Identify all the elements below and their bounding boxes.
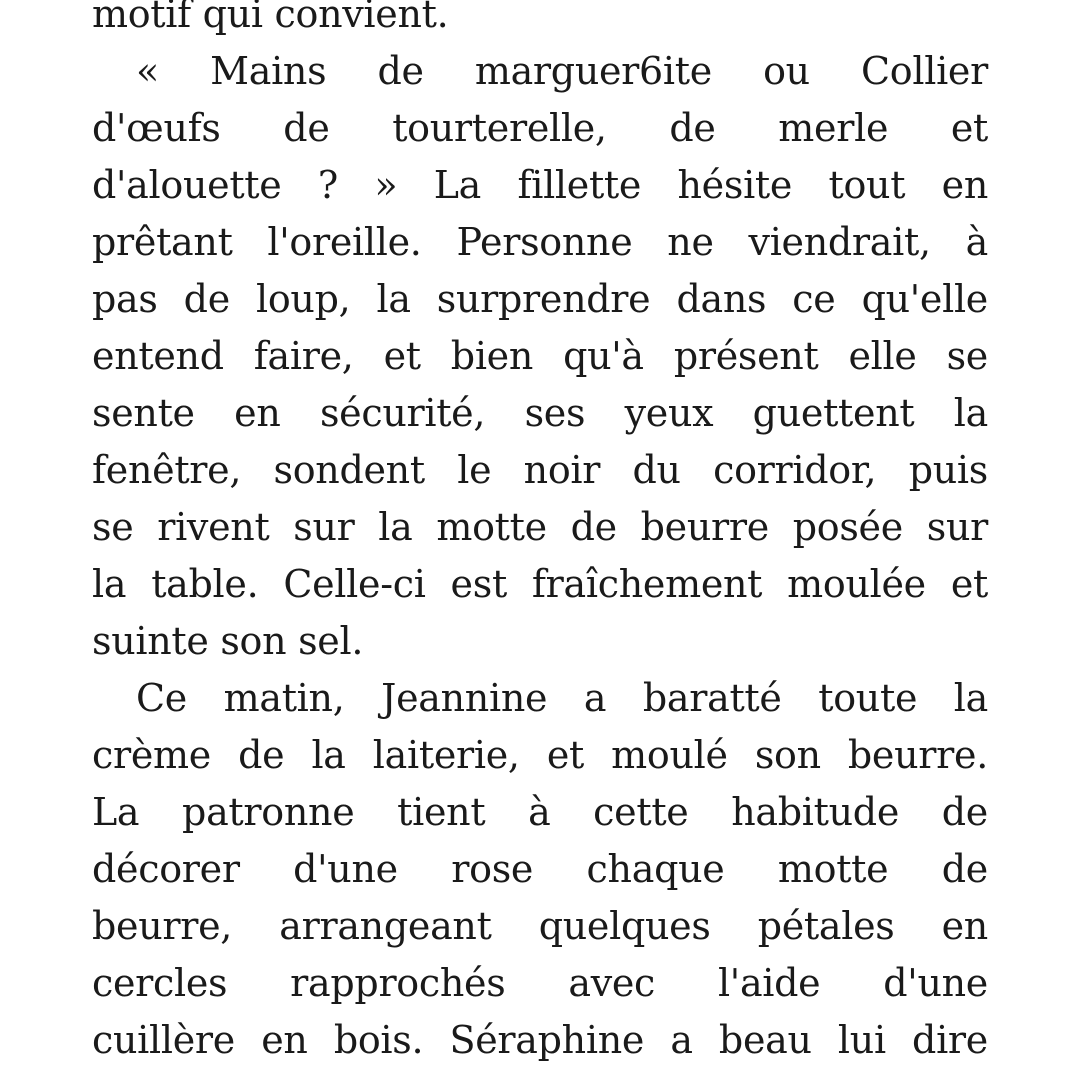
text-line: d'alouette ? » La fillette hésite tout en — [92, 163, 988, 207]
text-line: se rivent sur la motte de beurre posée sur — [92, 505, 988, 549]
text-line: crème de la laiterie, et moulé son beurre. — [92, 733, 988, 777]
text-line: suinte son sel. — [92, 619, 364, 663]
text-line: sente en sécurité, ses yeux guettent la — [92, 391, 988, 435]
text-line: décorer d'une rose chaque motte de — [92, 847, 988, 891]
text-line: fenêtre, sondent le noir du corridor, puis — [92, 448, 988, 492]
text-line: La patronne tient à cette habitude de — [92, 790, 988, 834]
text-line: la table. Celle-ci est fraîchement moulée et — [92, 562, 988, 606]
text-line: prêtant l'oreille. Personne ne viendrait, à — [92, 220, 988, 264]
text-line: « Mains de marguer6ite ou Collier — [136, 49, 988, 93]
text-line: d'œufs de tourterelle, de merle et — [92, 106, 988, 150]
text-line: cuillère en bois. Séraphine a beau lui dire — [92, 1018, 988, 1062]
text-line: cercles rapprochés avec l'aide d'une — [92, 961, 988, 1005]
text-line: Ce matin, Jeannine a baratté toute la — [136, 676, 988, 720]
text-line: beurre, arrangeant quelques pétales en — [92, 904, 988, 948]
text-line: pas de loup, la surprendre dans ce qu'elle — [92, 277, 988, 321]
text-line: motif qui convient. — [92, 0, 449, 36]
text-body — [92, 0, 988, 1069]
text-line: entend faire, et bien qu'à présent elle se — [92, 334, 988, 378]
